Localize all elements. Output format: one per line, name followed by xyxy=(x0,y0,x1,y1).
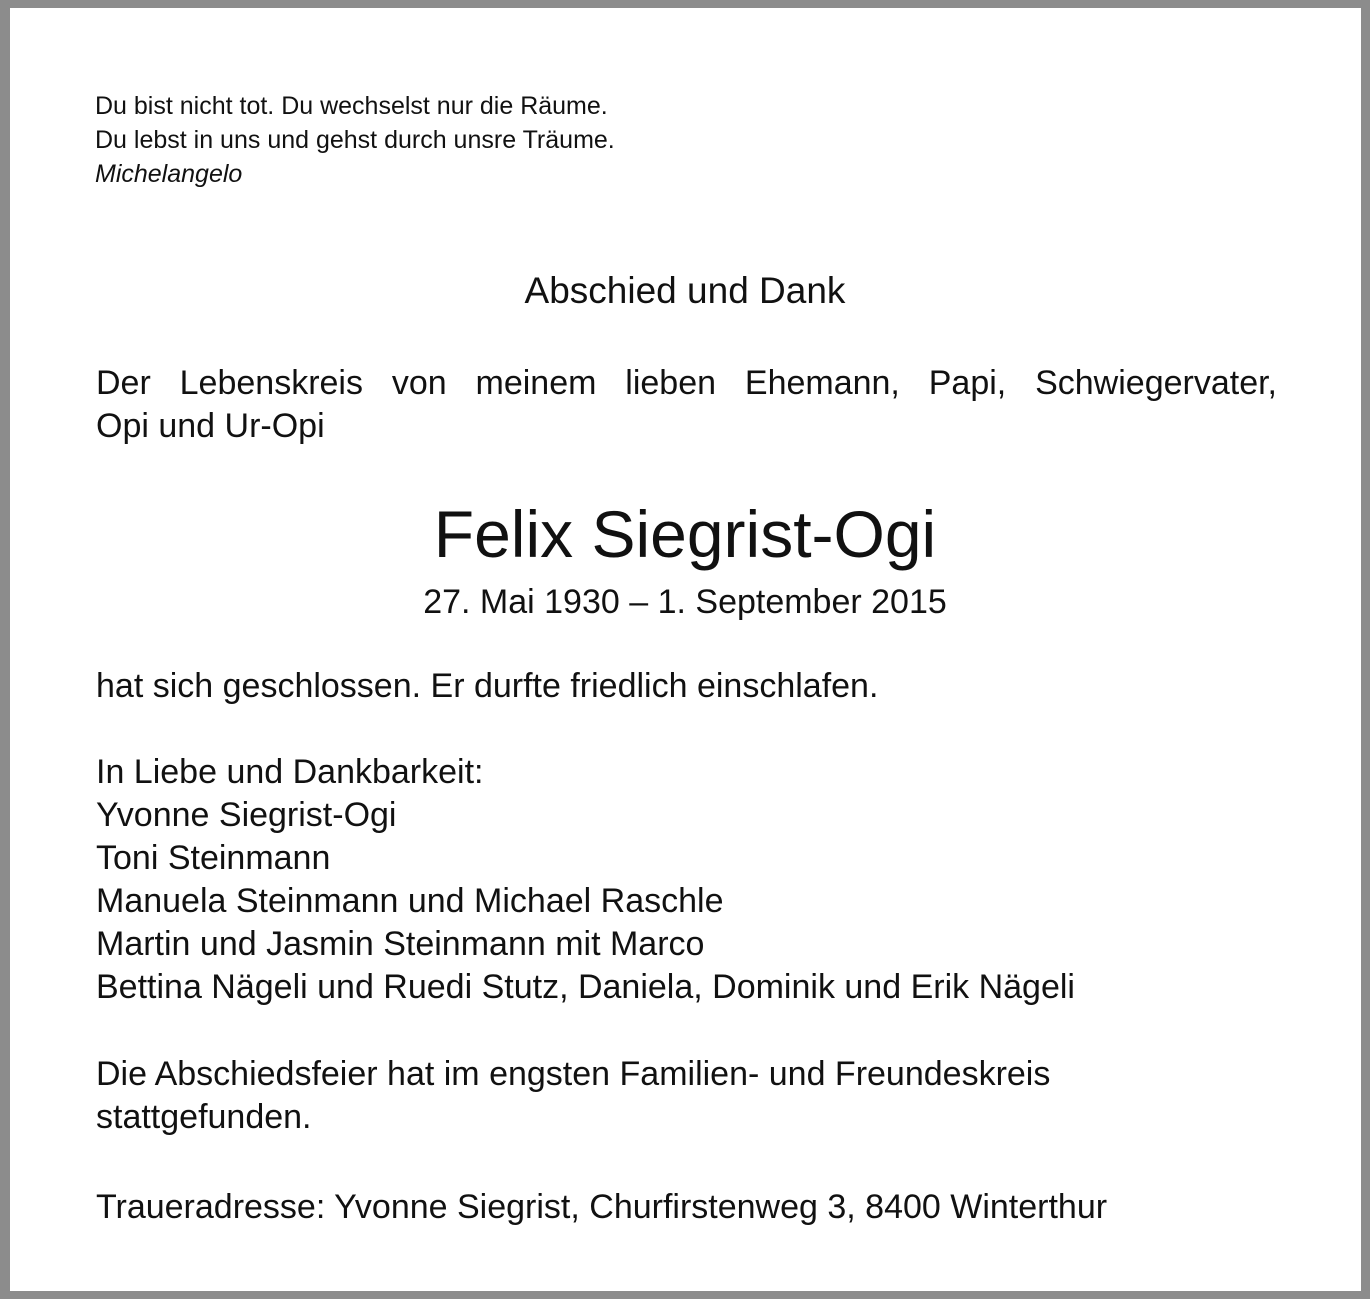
quote-author: Michelangelo xyxy=(95,160,243,188)
intro-text xyxy=(96,362,1277,448)
mourners-list xyxy=(96,751,1075,1009)
mourning-address: Traueradresse: Yvonne Siegrist, Churfirstenweg 3, 8400 Winterthur xyxy=(96,1188,1108,1226)
mourner-name: Manuela Steinmann und Michael Raschle xyxy=(96,882,724,920)
ceremony-line-1: Die Abschiedsfeier hat im engsten Familien- und Freundeskreis xyxy=(96,1055,1051,1093)
mourner-name: Yvonne Siegrist-Ogi xyxy=(96,796,397,834)
deceased-name: Felix Siegrist-Ogi xyxy=(433,497,937,571)
life-dates: 27. Mai 1930 – 1. September 2015 xyxy=(423,583,947,621)
mourner-name: Toni Steinmann xyxy=(96,839,331,877)
intro-line-1: Der Lebenskreis von meinem lieben Ehemann, Papi, Schwiegervater, xyxy=(96,364,1277,402)
ceremony-line-2: stattgefunden. xyxy=(96,1098,312,1136)
closing-sentence: hat sich geschlossen. Er durfte friedlich einschlafen. xyxy=(96,667,879,705)
mourner-name: Martin und Jasmin Steinmann mit Marco xyxy=(96,925,705,963)
quote-block xyxy=(95,89,615,191)
notice-heading: Abschied und Dank xyxy=(524,270,846,311)
mourner-name: Bettina Nägeli und Ruedi Stutz, Daniela, Dominik und Erik Nägeli xyxy=(96,968,1075,1006)
quote-line-2: Du lebst in uns und gehst durch unsre Träume. xyxy=(95,126,615,154)
ceremony-note xyxy=(96,1053,1050,1139)
mourners-intro: In Liebe und Dankbarkeit: xyxy=(96,753,484,791)
quote-line-1: Du bist nicht tot. Du wechselst nur die Räume. xyxy=(95,92,608,120)
intro-line-2: Opi und Ur-Opi xyxy=(96,407,325,445)
